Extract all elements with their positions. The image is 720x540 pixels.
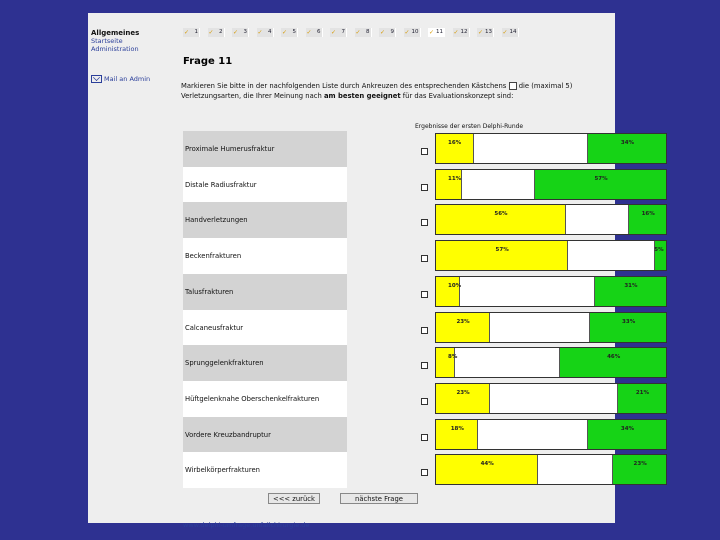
yellow-segment bbox=[436, 348, 458, 377]
checkmark-icon: ✓ bbox=[355, 29, 361, 36]
answer-label: Proximale Humerusfraktur bbox=[183, 131, 347, 167]
yellow-segment bbox=[436, 241, 568, 270]
answer-label: Beckenfrakturen bbox=[183, 238, 347, 274]
yellow-segment bbox=[436, 455, 538, 484]
green-segment bbox=[654, 241, 667, 270]
result-bar bbox=[435, 169, 667, 200]
question-tab-7[interactable] bbox=[330, 28, 347, 37]
checkmark-icon: ✓ bbox=[478, 29, 484, 36]
mail-admin-label: Mail an Admin bbox=[104, 75, 151, 83]
result-bar bbox=[435, 204, 667, 235]
yellow-segment bbox=[436, 205, 566, 234]
green-segment bbox=[612, 455, 666, 484]
question-tab-label: 6 bbox=[317, 29, 321, 35]
yellow-percent-label: 18% bbox=[450, 425, 464, 432]
green-segment bbox=[534, 170, 666, 199]
yellow-percent-label: 56% bbox=[494, 211, 508, 218]
next-question-button[interactable]: nächste Frage bbox=[340, 493, 418, 504]
green-percent-label: 46% bbox=[607, 354, 621, 361]
question-tab-label: 3 bbox=[243, 29, 247, 35]
answer-label: Sprunggelenkfrakturen bbox=[183, 345, 347, 381]
yellow-percent-label: 16% bbox=[448, 140, 462, 146]
result-bar bbox=[435, 312, 667, 343]
green-percent-label: 57% bbox=[594, 175, 608, 182]
sidebar-link-start[interactable]: Startseite bbox=[91, 37, 123, 45]
question-tab-label: 8 bbox=[366, 29, 370, 35]
yellow-segment bbox=[436, 313, 490, 342]
instruction-text-2: die (maximal 5) Verletzungsarten, die Ihrer Meinung nach bbox=[181, 82, 573, 100]
green-percent-label: 31% bbox=[624, 282, 638, 289]
result-bar bbox=[435, 383, 667, 414]
question-tab-label: 1 bbox=[194, 29, 198, 35]
answer-checkbox[interactable] bbox=[421, 362, 428, 369]
yellow-percent-label: 57% bbox=[495, 247, 509, 254]
yellow-segment bbox=[436, 384, 490, 413]
answer-checkbox[interactable] bbox=[421, 184, 428, 191]
result-bar bbox=[435, 240, 667, 271]
question-instruction bbox=[181, 81, 611, 101]
checkmark-icon: ✓ bbox=[184, 29, 190, 36]
green-segment bbox=[587, 420, 666, 449]
green-percent-label: 34% bbox=[620, 425, 635, 432]
question-tab-2[interactable] bbox=[208, 28, 225, 37]
checkmark-icon: ✓ bbox=[502, 29, 508, 36]
green-percent-label: 21% bbox=[635, 389, 650, 396]
sidebar-link-admin[interactable]: Administration bbox=[91, 45, 139, 53]
question-tab-14[interactable] bbox=[502, 28, 519, 37]
mail-icon bbox=[91, 75, 102, 83]
sidebar bbox=[88, 13, 175, 523]
question-tab-4[interactable] bbox=[257, 28, 274, 37]
answer-label: Calcaneusfraktur bbox=[183, 310, 347, 346]
answer-label: Wirbelkörperfrakturen bbox=[183, 452, 347, 488]
question-tab-1[interactable] bbox=[183, 28, 200, 37]
yellow-percent-label: 11% bbox=[448, 175, 462, 182]
instruction-text-1: Markieren Sie bitte in der nachfolgenden Liste durch Ankreuzen des entsprechenden Kästchens bbox=[181, 82, 507, 90]
question-tab-label: 4 bbox=[268, 29, 272, 35]
green-percent-label: 33% bbox=[622, 318, 636, 325]
question-tab-label: 5 bbox=[292, 29, 296, 35]
yellow-percent-label: 8% bbox=[448, 354, 458, 361]
answer-label: Hüftgelenknahe Oberschenkelfrakturen bbox=[183, 381, 347, 417]
result-bar bbox=[435, 347, 667, 378]
yellow-percent-label: 10% bbox=[448, 282, 462, 289]
yellow-percent-label: 23% bbox=[456, 318, 470, 325]
answer-checkbox[interactable] bbox=[421, 398, 428, 405]
answer-label: Talusfrakturen bbox=[183, 274, 347, 310]
yellow-segment bbox=[436, 134, 474, 163]
example-checkbox-icon bbox=[509, 82, 517, 90]
question-tab-9[interactable] bbox=[379, 28, 396, 37]
green-segment bbox=[589, 313, 666, 342]
question-tab-label: 2 bbox=[219, 29, 223, 35]
yellow-segment bbox=[436, 420, 478, 449]
answer-label: Distale Radiusfraktur bbox=[183, 167, 347, 203]
mail-admin-link[interactable] bbox=[91, 75, 150, 83]
question-tab-11[interactable] bbox=[428, 28, 445, 37]
result-bar bbox=[435, 419, 667, 450]
result-bar bbox=[435, 276, 667, 307]
main-content bbox=[175, 13, 664, 529]
answer-checkbox[interactable] bbox=[421, 434, 428, 441]
page bbox=[88, 13, 664, 529]
answer-checkbox[interactable] bbox=[421, 327, 428, 334]
question-tab-13[interactable] bbox=[477, 28, 494, 37]
green-segment bbox=[587, 134, 666, 163]
green-segment bbox=[594, 277, 666, 306]
question-tab-8[interactable] bbox=[355, 28, 372, 37]
question-tab-12[interactable] bbox=[453, 28, 470, 37]
question-tab-5[interactable] bbox=[281, 28, 298, 37]
question-tab-label: 14 bbox=[509, 29, 517, 35]
back-button[interactable]: <<< zurück bbox=[268, 493, 320, 504]
yellow-segment bbox=[436, 277, 460, 306]
question-nav bbox=[183, 28, 613, 38]
answer-checkbox[interactable] bbox=[421, 219, 428, 226]
question-tab-label: 12 bbox=[460, 29, 468, 35]
green-segment bbox=[628, 205, 666, 234]
question-tab-label: 13 bbox=[485, 29, 492, 35]
answer-checkbox[interactable] bbox=[421, 148, 428, 155]
checkmark-icon: ✓ bbox=[257, 29, 263, 36]
yellow-percent-label: 23% bbox=[456, 389, 470, 396]
checkmark-icon: ✓ bbox=[380, 29, 386, 36]
question-tab-label: 10 bbox=[411, 29, 419, 35]
question-tab-10[interactable] bbox=[404, 28, 421, 37]
yellow-percent-label: 44% bbox=[480, 461, 494, 468]
checkmark-icon: ✓ bbox=[282, 29, 288, 36]
question-tab-label: 11 bbox=[436, 29, 443, 35]
question-tab-6[interactable] bbox=[306, 28, 323, 37]
answer-checkbox[interactable] bbox=[421, 291, 428, 298]
yellow-segment bbox=[436, 170, 462, 199]
checkmark-icon: ✓ bbox=[331, 29, 337, 36]
green-percent-label: 34% bbox=[620, 140, 635, 146]
question-tab-label: 7 bbox=[341, 29, 345, 35]
page-title: Frage 11 bbox=[183, 56, 233, 67]
result-bar bbox=[435, 454, 667, 485]
checkmark-icon: ✓ bbox=[429, 29, 435, 36]
checkmark-icon: ✓ bbox=[306, 29, 312, 36]
green-percent-label: 16% bbox=[641, 211, 655, 218]
instruction-text-3: für das Evaluationskonzept sind: bbox=[402, 92, 514, 100]
results-caption: Ergebnisse der ersten Delphi-Runde bbox=[415, 123, 524, 130]
green-percent-label: 5% bbox=[654, 247, 664, 254]
footer-link[interactable]: www.delphi-umfrage.unfallchirurgie.de bbox=[183, 521, 310, 529]
checkmark-icon: ✓ bbox=[404, 29, 410, 36]
green-percent-label: 23% bbox=[633, 461, 647, 468]
answer-checkbox[interactable] bbox=[421, 255, 428, 262]
checkmark-icon: ✓ bbox=[453, 29, 459, 36]
question-tab-label: 9 bbox=[390, 29, 394, 35]
answer-label: Vordere Kreuzbandruptur bbox=[183, 417, 347, 453]
answer-checkbox[interactable] bbox=[421, 469, 428, 476]
checkmark-icon: ✓ bbox=[233, 29, 239, 36]
checkmark-icon: ✓ bbox=[208, 29, 214, 36]
answer-label: Handverletzungen bbox=[183, 202, 347, 238]
green-segment bbox=[559, 348, 666, 377]
sidebar-title: Allgemeines bbox=[91, 29, 140, 37]
result-bar bbox=[435, 133, 667, 164]
question-tab-3[interactable] bbox=[232, 28, 249, 37]
green-segment bbox=[617, 384, 666, 413]
instruction-bold: am besten geeignet bbox=[323, 92, 401, 100]
